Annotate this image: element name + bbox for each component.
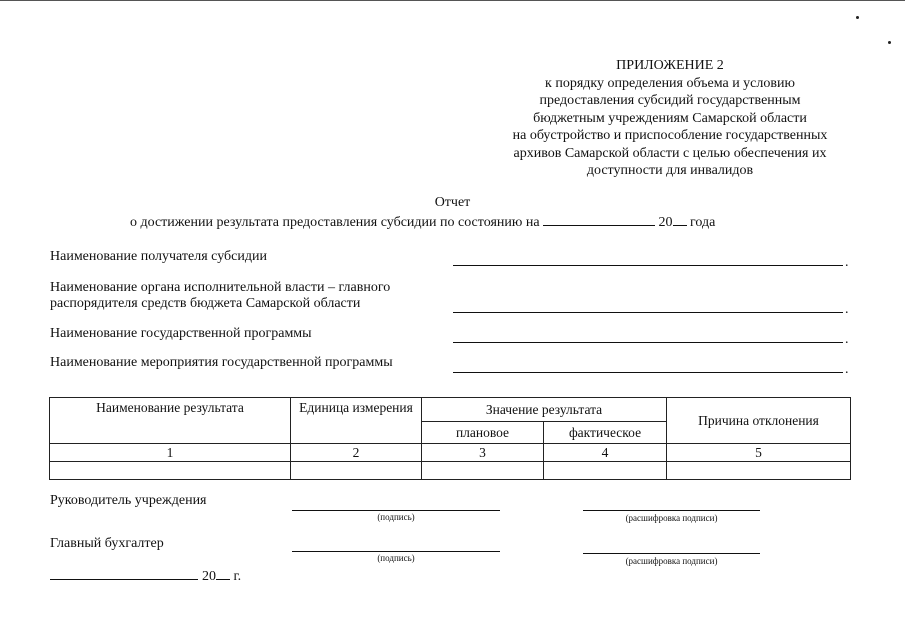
table-cell[interactable] [544,462,667,480]
report-date-blank[interactable] [543,212,655,226]
field-authority-label-line2: распорядителя средств бюджета Самарской области [50,296,361,311]
scan-speck [888,41,891,44]
date-year-blank[interactable] [216,566,230,580]
table-cell[interactable] [291,462,422,480]
report-subtitle-text: о достижении результата предоставления субсидии по состоянию на [130,215,540,230]
appendix-line: предоставления субсидий государственным [539,93,801,108]
field-end-mark: . [845,332,849,347]
header-result-name: Наименование результата [50,398,291,444]
appendix-line: доступности для инвалидов [586,163,754,178]
appendix-title: ПРИЛОЖЕНИЕ 2 [616,58,724,73]
head-signature-line[interactable] [292,510,500,511]
scan-speck [856,16,859,19]
report-title: Отчет [434,195,471,210]
field-authority-label-line1: Наименование органа исполнительной власти – главного [50,280,391,295]
field-program-line[interactable] [453,342,843,343]
report-year-prefix: 20 [658,215,673,230]
table-cell[interactable] [50,462,291,480]
table-cell[interactable] [667,462,851,480]
accountant-decoding-caption: (расшифровка подписи) [625,556,718,566]
appendix-line: к порядку определения объема и условию [545,75,795,91]
head-decoding-line[interactable] [583,510,760,511]
date-year-prefix: 20 [202,569,216,584]
field-end-mark: . [845,302,849,317]
column-number: 1 [50,444,291,462]
accountant-decoding-line[interactable] [583,553,760,554]
report-subtitle [130,212,715,231]
head-label: Руководитель учреждения [50,493,207,508]
head-signature-caption: (подпись) [377,512,415,522]
field-activity-label: Наименование мероприятия государственной программы [50,355,393,370]
field-end-mark: . [845,362,849,377]
table-number-row [50,444,851,462]
header-actual: фактическое [544,422,667,444]
table-header-row [50,398,851,422]
table-row [50,462,851,480]
column-number: 3 [422,444,544,462]
date-day-month-line[interactable] [50,579,198,580]
field-activity-line[interactable] [453,372,843,373]
appendix-line: бюджетным учреждениям Самарской области [533,110,807,126]
column-number: 5 [667,444,851,462]
field-end-mark: . [845,255,849,270]
accountant-label: Главный бухгалтер [50,536,164,551]
header-reason: Причина отклонения [667,398,851,444]
date-field [202,566,241,585]
header-unit: Единица измерения [291,398,422,444]
results-table [49,397,851,480]
accountant-signature-line[interactable] [292,551,500,552]
accountant-signature-caption: (подпись) [377,553,415,563]
appendix-line: на обустройство и приспособление государственных [512,128,828,143]
appendix-line: архивов Самарской области с целью обеспечения их [513,145,827,161]
column-number: 2 [291,444,422,462]
table-cell[interactable] [422,462,544,480]
header-planned: плановое [422,422,544,444]
header-value: Значение результата [422,398,667,422]
field-program-label: Наименование государственной программы [50,326,312,341]
field-recipient-label: Наименование получателя субсидии [50,249,267,264]
field-authority-line[interactable] [453,312,843,313]
head-decoding-caption: (расшифровка подписи) [625,513,718,523]
column-number: 4 [544,444,667,462]
appendix-header [480,57,860,180]
page-top-border [0,0,905,1]
report-year-blank[interactable] [673,212,687,226]
field-recipient-line[interactable] [453,265,843,266]
date-suffix: г. [233,569,242,584]
report-year-suffix: года [690,215,716,230]
